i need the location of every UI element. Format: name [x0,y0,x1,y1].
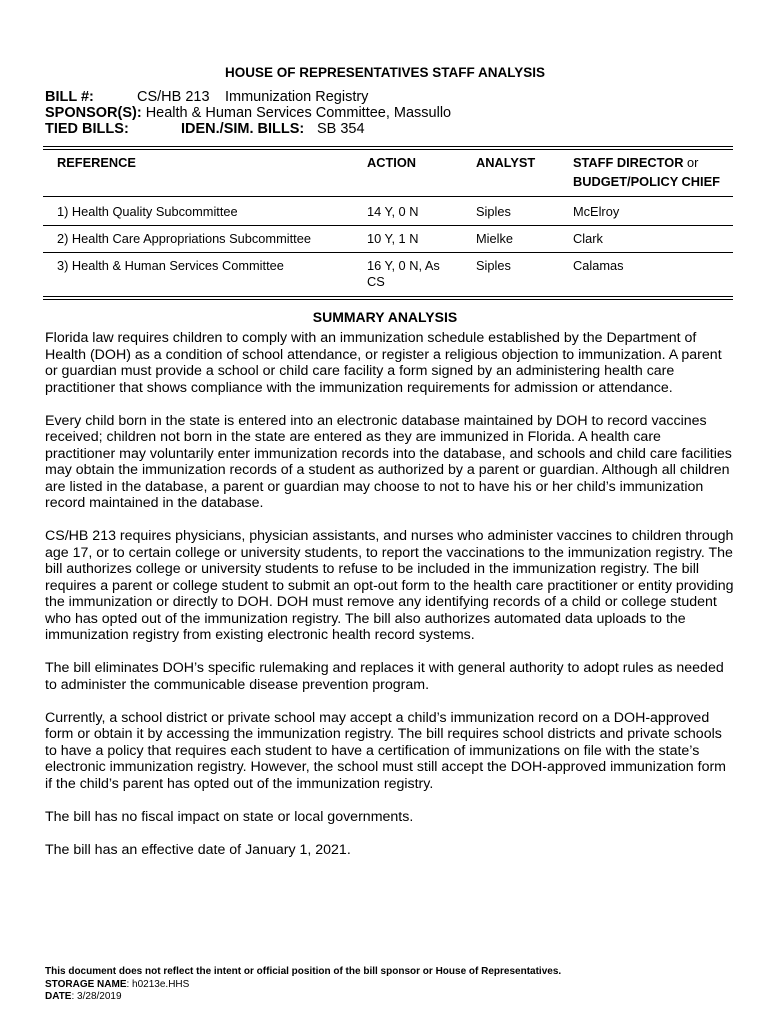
summary-title: SUMMARY ANALYSIS [312,309,458,325]
header-budget-policy-chief: BUDGET/POLICY CHIEF [573,174,720,189]
row-2-divider [43,252,733,253]
summary-paragraph: Currently, a school district or private school may accept a child’s immunization record on a DOH-approved form or obtain it by accessing the immunization registry. The bill requires school districts and private schools to have a policy that requires each student to have a certification of immunizations on file with the state’s electronic immunization registry. However, the school must still accept the DOH-approved immunization form if the child’s parent has opted out of the immunization registry. [45,709,726,792]
row-1-divider [43,225,733,226]
sponsor-label: SPONSOR(S): [45,105,142,121]
bill-label: BILL #: [45,89,94,105]
row-3-reference: 3) Health & Human Services Committee [57,258,284,273]
iden-sim-label: IDEN./SIM. BILLS: [181,121,305,137]
iden-sim-value: SB 354 [317,121,365,137]
tied-bills-line [45,121,545,137]
bill-line [45,89,369,105]
sponsor-line [45,105,451,121]
tied-bills-label: TIED BILLS: [45,121,129,137]
storage-name-value: : h0213e.HHS [126,978,190,990]
header-reference: REFERENCE [57,155,136,170]
header-analyst: ANALYST [476,155,536,170]
row-1-analyst: Siples [476,204,511,219]
bill-number: CS/HB 213 [137,89,210,105]
row-2-director: Clark [573,231,603,246]
document-title: HOUSE OF REPRESENTATIVES STAFF ANALYSIS [224,65,546,80]
bill-title: Immunization Registry [225,89,369,105]
header-director-bold: STAFF DIRECTOR [573,155,684,170]
summary-paragraph: The bill eliminates DOH’s specific rulemaking and replaces it with general authority to adopt rules as needed to administer the communicable disease prevention program. [45,660,724,693]
table-bottom-rule [43,296,733,300]
row-3-action-continued: CS [367,274,385,289]
date-label: DATE [45,991,72,1002]
header-director-or: or [687,155,699,170]
row-1-reference: 1) Health Quality Subcommittee [57,204,238,219]
footer-date [45,991,561,1004]
summary-paragraph: The bill has an effective date of January 1, 2021. [45,841,351,858]
row-1-director: McElroy [573,204,620,219]
footer-storage-name [45,979,561,992]
storage-name-label: STORAGE NAME [45,978,127,990]
row-1-action: 14 Y, 0 N [367,204,419,219]
header-action: ACTION [367,155,417,170]
footer [45,966,561,1004]
date-value: : 3/28/2019 [71,991,122,1002]
summary-paragraph: The bill has no fiscal impact on state or local governments. [45,808,414,825]
summary-paragraph: Every child born in the state is entered into an electronic database maintained by DOH to record vaccines received; children not born in the state are entered as they are immunized in Florida. A health care practitioner may voluntarily enter immunization records into the database, and schools and child care facilities may obtain the immunization records of a student as authorized by a parent or guardian. Although all children are listed in the database, a parent or guardian may choose to not to have his or her child’s immunization record maintained in the database. [45,412,732,511]
row-3-action: 16 Y, 0 N, As [367,258,440,273]
row-3-director: Calamas [573,258,624,273]
summary-paragraph: Florida law requires children to comply with an immunization schedule established by the Department of Health (DOH) as a condition of school attendance, or register a religious objection to immunization. A parent or guardian must provide a school or child care facility a form signed by an administering health care practitioner that shows compliance with the immunization requirements for admission or attendance. [45,330,722,396]
header-staff-director [573,155,698,171]
summary-paragraph: CS/HB 213 requires physicians, physician assistants, and nurses who administer vaccines to children through age 17, or to certain college or university students, to report the vaccinations to the immunization registry. The bill authorizes college or university students to refuse to be included in the immunization registry. The bill requires a parent or college student to submit an opt-out form to the health care practitioner or entity providing the immunization or directly to DOH. DOH must remove any identifying records of a child or college student who has opted out of the immunization registry. The bill also authorizes automated data uploads to the immunization registry from existing electronic health record systems. [45,528,734,643]
table-header-divider [43,196,733,197]
row-2-analyst: Mielke [476,231,513,246]
row-3-analyst: Siples [476,258,511,273]
row-2-reference: 2) Health Care Appropriations Subcommittee [57,231,311,246]
summary-body [45,330,735,875]
table-top-rule [43,146,733,150]
footer-disclaimer: This document does not reflect the intent or official position of the bill sponsor or House of Representatives. [45,966,562,977]
row-2-action: 10 Y, 1 N [367,231,419,246]
sponsor-value: Health & Human Services Committee, Massullo [145,105,452,121]
